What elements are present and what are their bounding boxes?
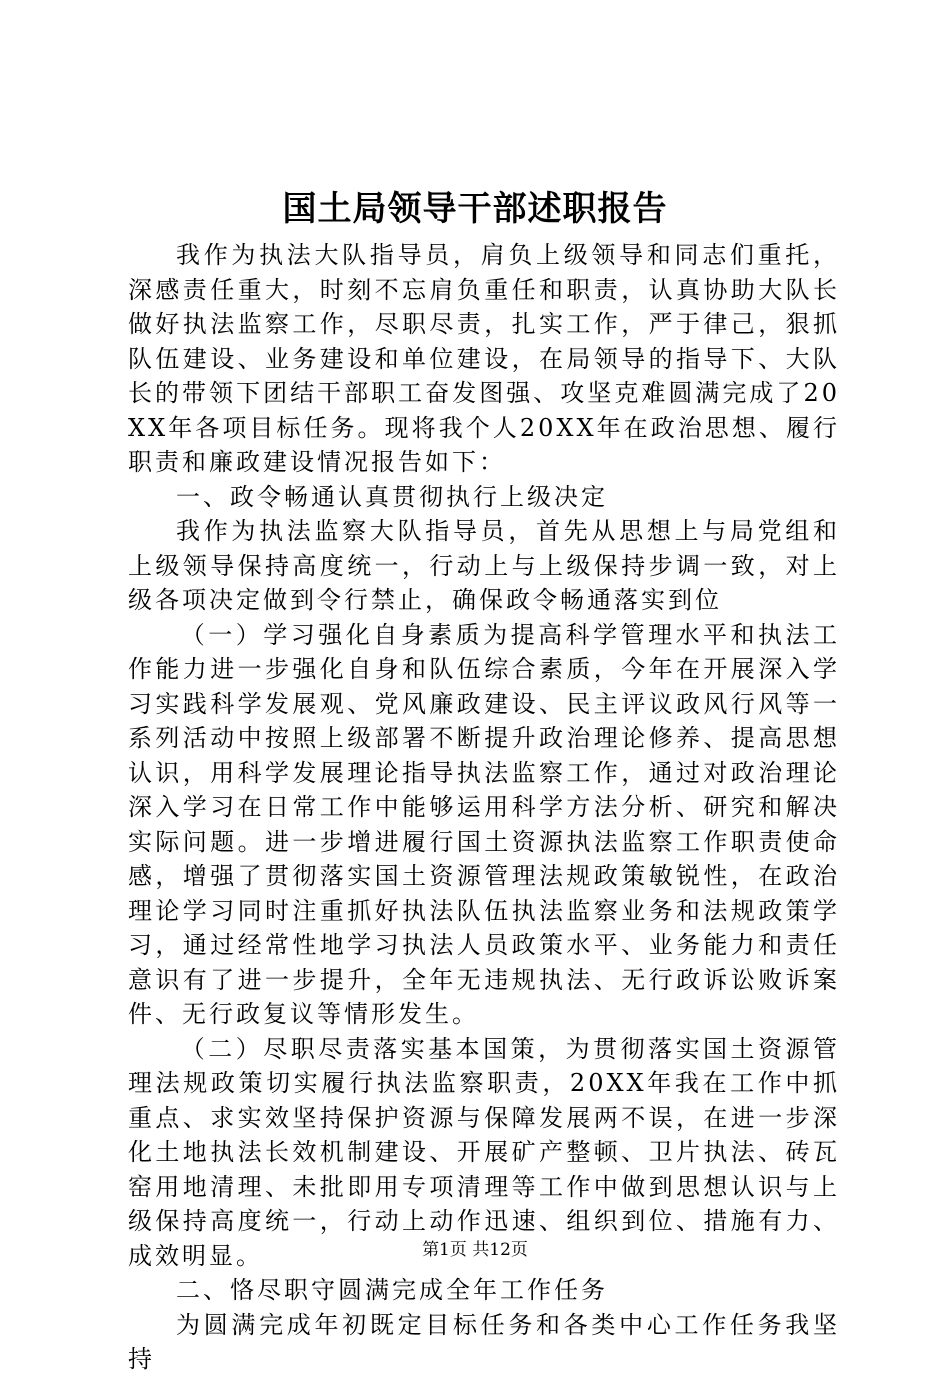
paragraph-intro: 我作为执法大队指导员，肩负上级领导和同志们重托，深感责任重大，时刻不忘肩负重任和职责，认真协助大队长做好执法监察工作，尽职尽责，扎实工作，严于律己，狠抓队伍建设、业务建设和单位建设，在局领导的指导下、大队长的带领下团结干部职工奋发图强、攻坚克难圆满完成了20XX年各项目标任务。现将我个人20XX年在政治思想、履行职责和廉政建设情况报告如下： [128, 241, 840, 476]
section-heading-2: 二、恪尽职守圆满完成全年工作任务 [176, 1276, 608, 1304]
document-title: 国土局领导干部述职报告 [282, 189, 668, 229]
document-body [128, 238, 840, 1377]
paragraph-section-2: 为圆满完成年初既定目标任务和各类中心工作任务我坚持 [128, 1310, 840, 1373]
paragraph-subsection-2: （二）尽职尽责落实基本国策，为贯彻落实国土资源管理法规政策切实履行执法监察职责，20XX年我在工作中抓重点、求实效坚持保护资源与保障发展两不误，在进一步深化土地执法长效机制建设、开展矿产整顿、卫片执法、砖瓦窑用地清理、未批即用专项清理等工作中做到思想认识与上级保持高度统一，行动上动作迅速、组织到位、措施有力、成效明显。 [128, 1034, 840, 1270]
page-number-footer: 第1页 共12页 [422, 1240, 528, 1260]
section-heading-1: 一、政令畅通认真贯彻执行上级决定 [176, 482, 608, 511]
paragraph-subsection-1: （一）学习强化自身素质为提高科学管理水平和执法工作能力进一步强化自身和队伍综合素质，今年在开展深入学习实践科学发展观、党风廉政建设、民主评议政风行风等一系列活动中按照上级部署不断提升政治理论修养、提高思想认识，用科学发展理论指导执法监察工作，通过对政治理论深入学习在日常工作中能够运用科学方法分析、研究和解决实际问题。进一步增进履行国土资源执法监察工作职责使命感，增强了贯彻落实国土资源管理法规政策敏锐性，在政治理论学习同时注重抓好执法队伍执法监察业务和法规政策学习，通过经常性地学习执法人员政策水平、业务能力和责任意识有了进一步提升，全年无违规执法、无行政诉讼败诉案件、无行政复议等情形发生。 [128, 620, 840, 1028]
paragraph-section-1: 我作为执法监察大队指导员，首先从思想上与局党组和上级领导保持高度统一，行动上与上级保持步调一致，对上级各项决定做到令行禁止，确保政令畅通落实到位 [128, 517, 840, 614]
